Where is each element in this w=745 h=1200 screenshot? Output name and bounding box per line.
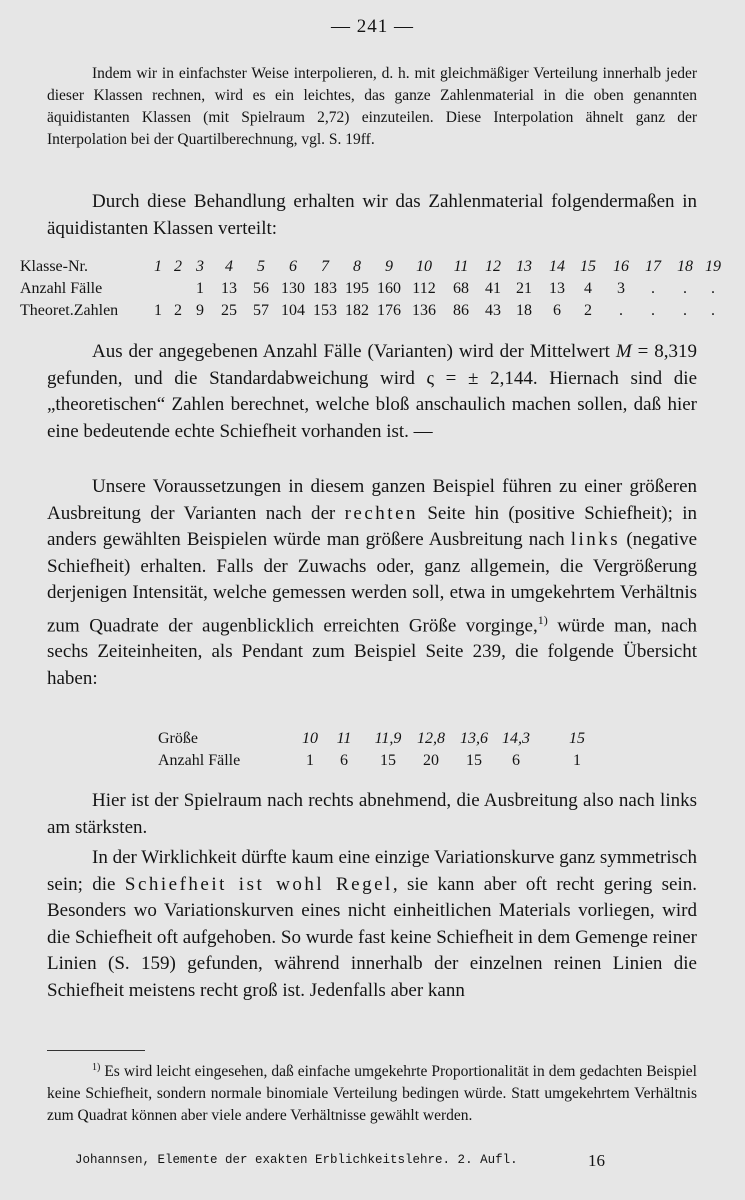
text-run: Unsere Voraussetzungen in diesem ganzen Beispiel führen zu einer größeren Ausbreitung der Varianten nach der <box>47 476 697 524</box>
table-cell: . <box>651 280 655 297</box>
row-label: Theoret.Zahlen <box>20 302 119 319</box>
table-row-theoret <box>20 302 740 324</box>
table-cell: 1 <box>573 752 581 769</box>
table-cell: 15 <box>569 730 585 747</box>
table-cell: 12,8 <box>417 730 445 747</box>
table-cell: 7 <box>321 258 329 275</box>
table-cell: 9 <box>385 258 393 275</box>
table-cell: 11,9 <box>374 730 402 747</box>
table-cell: 153 <box>313 302 337 319</box>
table-cell: 1 <box>154 258 162 275</box>
table-cell: 15 <box>466 752 482 769</box>
table-cell: 6 <box>553 302 561 319</box>
footnote-text: Es wird leicht eingesehen, daß einfache umgekehrte Proportionalität in dem gedachten Beispiel keine Schiefheit, sondern normale binomiale Verteilung bedingen würde. Statt umgekehrtem Verhältnis zum Quadrat können aber viele andere Verhältnisse gewählt werden. <box>47 1063 697 1125</box>
table-cell: 104 <box>281 302 305 319</box>
row-label: Größe <box>158 730 198 747</box>
table-cell: 3 <box>196 258 204 275</box>
table-cell: 5 <box>257 258 265 275</box>
table-row-klasse <box>20 258 740 280</box>
paragraph-behandlung: Durch diese Behandlung erhalten wir das Zahlenmaterial folgendermaßen in äquidistanten Klassen verteilt: <box>47 191 697 239</box>
table-cell: . <box>683 280 687 297</box>
table-cell: 136 <box>412 302 436 319</box>
table-cell: 2 <box>584 302 592 319</box>
table-cell: 112 <box>412 280 436 297</box>
table-cell: 6 <box>289 258 297 275</box>
table-cell: 8 <box>353 258 361 275</box>
text-run: Seite hin (positive Schiefheit); in anders gewählten Beispielen würde man größere Ausbreitung nach <box>47 502 697 550</box>
table-cell: 1 <box>154 302 162 319</box>
paragraph-mittelwert <box>47 339 697 445</box>
text-run: (negative Schiefheit) erhalten. Falls der Zuwachs oder, ganz allgemein, die Vergrößerung derjenigen Intensität, welche gemessen werden soll, etwa in umgekehrtem Verhältnis zum Quadrate der augenblicklich erreichten Größe vorginge, <box>47 529 698 636</box>
table-cell: . <box>711 302 715 319</box>
table-cell: 10 <box>416 258 432 275</box>
footnote-marker: 1) <box>92 1062 101 1073</box>
table-cell: 6 <box>340 752 348 769</box>
table-cell: 12 <box>485 258 501 275</box>
table-cell: 195 <box>345 280 369 297</box>
table-cell: 1 <box>306 752 314 769</box>
table-cell: 11 <box>453 258 469 275</box>
table-cell: 19 <box>705 258 721 275</box>
footer-book-title: Johannsen, Elemente der exakten Erblichkeitslehre. 2. Aufl. <box>75 1153 518 1167</box>
table-cell: . <box>683 302 687 319</box>
footnote <box>47 1057 697 1127</box>
table-cell: 13 <box>221 280 237 297</box>
table-cell: 56 <box>253 280 269 297</box>
paragraph-interpolation: Indem wir in einfachster Weise interpolieren, d. h. mit gleichmäßiger Verteilung innerhalb jeder dieser Klassen rechnen, wird es ein leichtes, das ganze Zahlenmaterial in die oben genannten äquidistanten Klassen (mit Spielraum 2,72) einzuteilen. Diese Interpolation ähnelt ganz der Interpolation bei der Quartilberechnung, vgl. S. 19ff. <box>47 65 697 148</box>
table-row-anzahl <box>20 280 740 302</box>
page-number: — 241 — <box>331 16 414 37</box>
table-cell: 17 <box>645 258 661 275</box>
row-label: Anzahl Fälle <box>158 752 241 769</box>
paragraph-wirklichkeit <box>47 845 697 1004</box>
table-cell: 6 <box>512 752 520 769</box>
table-cell: 183 <box>313 280 337 297</box>
table-cell: 2 <box>174 302 182 319</box>
table-cell: 14,3 <box>502 730 530 747</box>
table-cell: 13,6 <box>460 730 488 747</box>
table-cell: 13 <box>516 258 532 275</box>
footer-signature: 16 <box>588 1151 605 1170</box>
table-cell: 18 <box>516 302 532 319</box>
table-cell: 41 <box>485 280 501 297</box>
table-cell: 10 <box>302 730 318 747</box>
table-cell: . <box>711 280 715 297</box>
row-label: Klasse-Nr. <box>20 258 88 275</box>
table-cell: 14 <box>549 258 565 275</box>
table-cell: 15 <box>580 258 596 275</box>
row-label: Anzahl Fälle <box>20 280 103 297</box>
text-run: = 8,319 gefunden, und die Standardabweichung wird ς = ± 2,144. Hiernach sind die „theoretischen“ Zahlen berechnet, welche bloß anschaulich machen sollen, daß hier eine bedeutende echte Schiefheit vorhanden ist. — <box>47 341 698 442</box>
table-cell: 176 <box>377 302 401 319</box>
paragraph-spielraum: Hier ist der Spielraum nach rechts abnehmend, die Ausbreitung also nach links am stärksten. <box>47 790 697 838</box>
table-row-anzahl-faelle <box>158 752 598 774</box>
table-cell: 3 <box>617 280 625 297</box>
table-cell: 11 <box>336 730 352 747</box>
paragraph-voraussetzungen <box>47 474 697 692</box>
emphasis-links: links <box>570 529 621 550</box>
table-row-groesse <box>158 730 598 752</box>
table-cell: 13 <box>549 280 565 297</box>
footnote-ref: 1) <box>537 612 548 627</box>
text-run: Aus der angegebenen Anzahl Fälle (Varianten) wird der Mittelwert <box>92 341 616 362</box>
table-cell: 9 <box>196 302 204 319</box>
table-cell: 4 <box>584 280 592 297</box>
table-cell: 86 <box>453 302 469 319</box>
table-cell: 15 <box>380 752 396 769</box>
table-cell: 1 <box>196 280 204 297</box>
table-cell: 20 <box>423 752 439 769</box>
table-cell: . <box>651 302 655 319</box>
table-cell: 21 <box>516 280 532 297</box>
table-cell: 130 <box>281 280 305 297</box>
mean-symbol: M <box>615 341 632 362</box>
table-cell: 68 <box>453 280 469 297</box>
text-run: , sie kann aber oft recht gering sein. Besonders wo Variationskurven eines nicht einheitlichen Materials vorliegen, wird die Schiefheit oft aufgehoben. So wurde fast keine Schiefheit in dem Gemenge reiner Linien (S. 159) gefunden, während innerhalb der einzelnen reinen Linien die Schiefheit meistens recht groß ist. Jedenfalls aber kann <box>47 873 697 1001</box>
emphasis-rechten: rechten <box>344 502 418 524</box>
table-cell: . <box>619 302 623 319</box>
table-cell: 182 <box>345 302 369 319</box>
text-run: würde man, nach sechs Zeiteinheiten, als Pendant zum Beispiel Seite 239, die folgende Übersicht haben: <box>47 614 697 689</box>
text-run: In der Wirklichkeit dürfte kaum eine einzige Variationskurve ganz symmetrisch sein; die <box>47 847 697 895</box>
table-cell: 2 <box>174 258 182 275</box>
emphasis-schiefheit: Schiefheit ist wohl Regel <box>124 873 393 895</box>
table-cell: 4 <box>225 258 233 275</box>
table-cell: 43 <box>485 302 501 319</box>
table-cell: 160 <box>377 280 401 297</box>
table-cell: 25 <box>221 302 237 319</box>
table-cell: 16 <box>613 258 629 275</box>
table-cell: 57 <box>253 302 269 319</box>
table-cell: 18 <box>677 258 693 275</box>
footnote-divider <box>47 1050 145 1051</box>
